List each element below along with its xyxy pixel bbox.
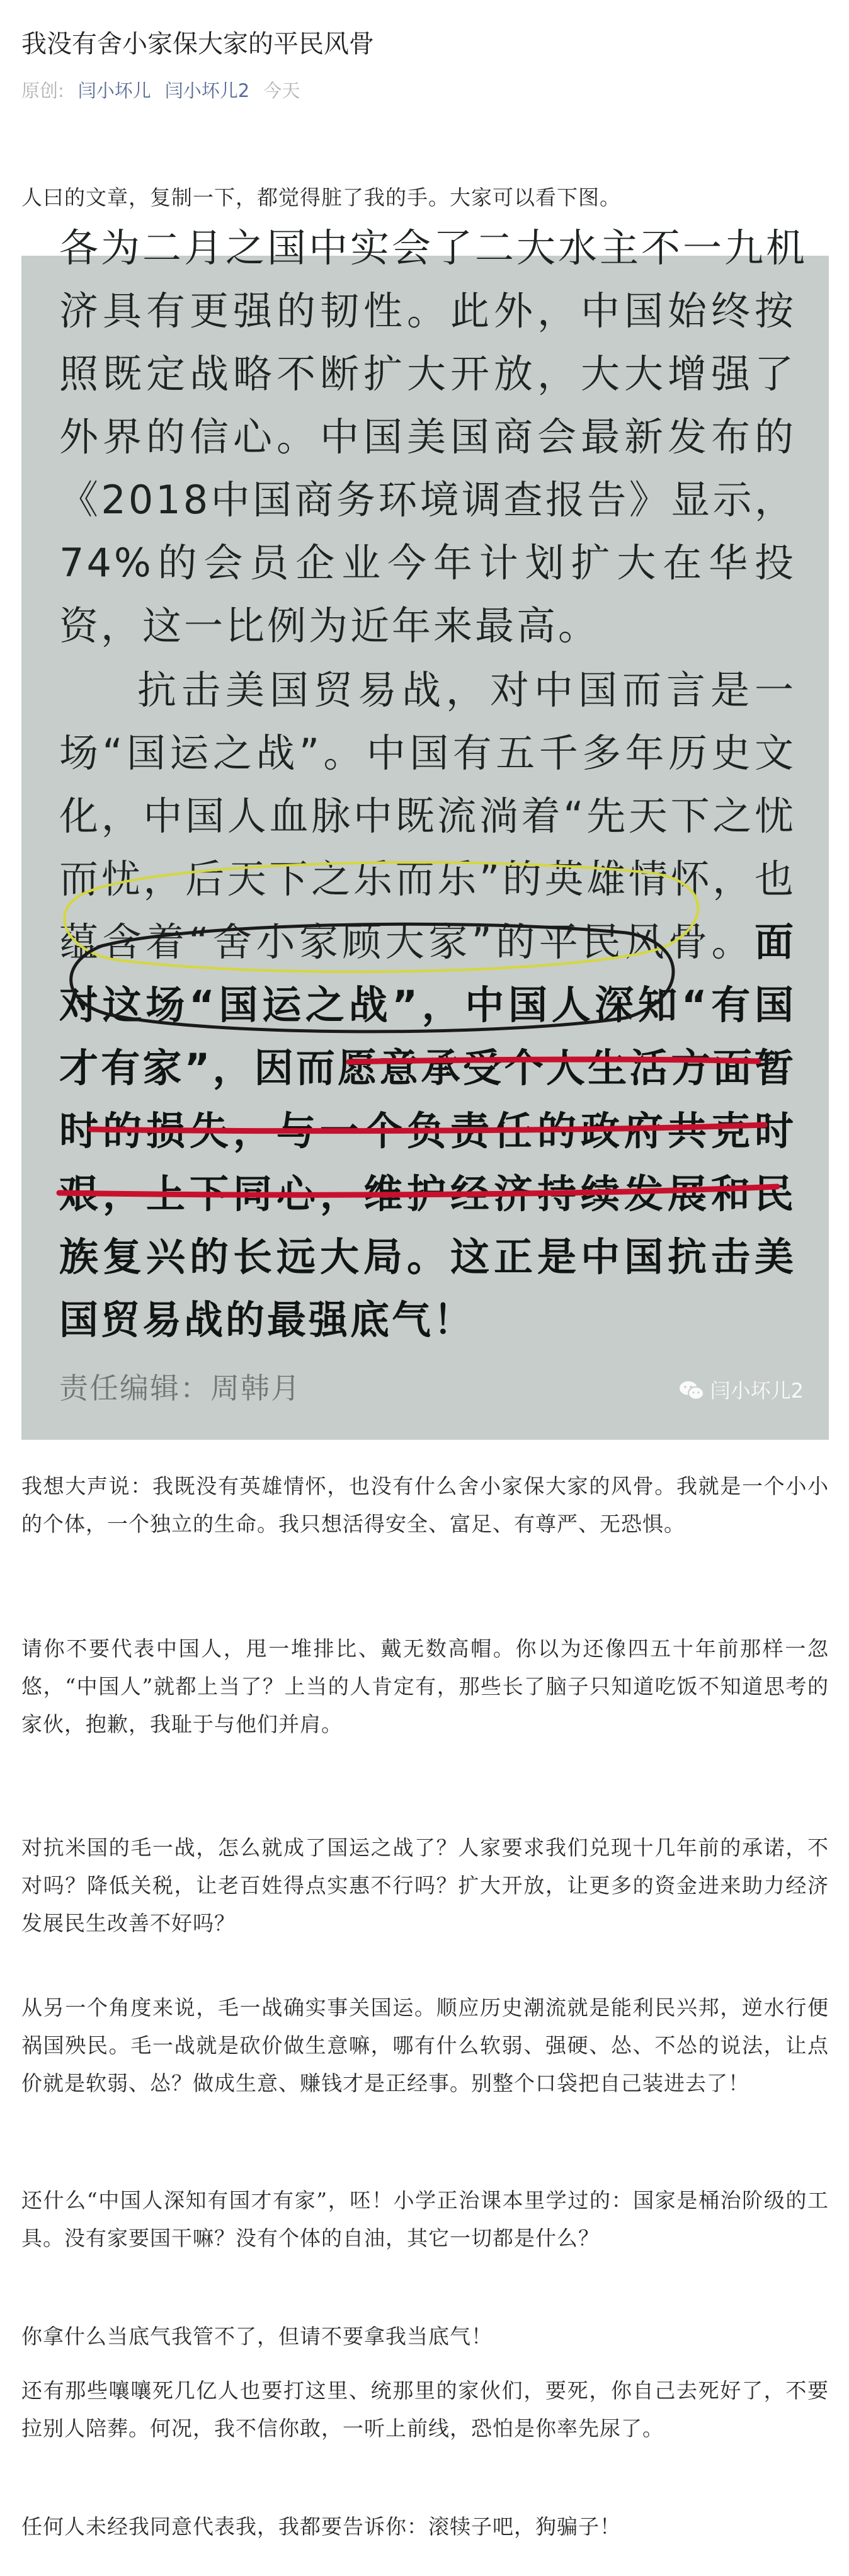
body-paragraph-8: 任何人未经我同意代表我，我都要告诉你：滚犊子吧，狗骗子！ <box>21 2514 621 2539</box>
clipping-paragraph-2-bold: 面对这场“国运之战”，中国人深知“有国才有家”，因而愿意承受个人生活方面暂时的损失，与一个负责任的政府共克时艰，上下同心，维护经济持续发展和民族复兴的长远大局。这正是中国抗击美国贸易战的最强底气！ <box>59 919 796 1343</box>
article-meta <box>21 78 300 103</box>
body-paragraph-2: 请你不要代表中国人，甩一堆排比、戴无数高帽。你以为还像四五十年前那样一忽悠，“中国人”就都上当了？上当的人肯定有，那些长了脑子只知道吃饭不知道思考的家伙，抱歉，我耻于与他们并肩。 <box>21 1636 829 1736</box>
responsible-editor: 责任编辑：周韩月 <box>59 1371 301 1405</box>
watermark <box>679 1378 804 1403</box>
body-paragraph-6: 你拿什么当底气我管不了，但请不要拿我当底气！ <box>21 2324 493 2349</box>
clipping-cut-line: 各为二月之国中实会了二大水主不一九机 <box>59 225 808 271</box>
original-label: 原创: <box>21 80 64 101</box>
article-title: 我没有舍小家保大家的平民风骨 <box>21 30 374 59</box>
body-paragraph-3: 对抗米国的毛一战，怎么就成了国运之战了？人家要求我们兑现十几年前的承诺，不对吗？降低关税，让老百姓得点实惠不行吗？扩大开放，让更多的资金进来助力经济发展民生改善不好吗？ <box>21 1835 829 1935</box>
body-paragraph-1: 我想大声说：我既没有英雄情怀，也没有什么舍小家保大家的风骨。我就是一个小小的个体，一个独立的生命。我只想活得安全、富足、有尊严、无恐惧。 <box>21 1474 829 1536</box>
wechat-icon <box>679 1380 704 1401</box>
author-link-2[interactable]: 闫小坏儿2 <box>164 80 250 101</box>
body-paragraph-4: 从另一个角度来说，毛一战确实事关国运。顺应历史潮流就是能利民兴邦，逆水行便祸国殃民。毛一战就是砍价做生意嘛，哪有什么软弱、强硬、怂、不怂的说法，让点价就是软弱、怂？做成生意、赚钱才是正经事。别整个口袋把自己装进去了！ <box>21 1995 829 2095</box>
body-paragraph-7: 还有那些嚷嚷死几亿人也要打这里、统那里的家伙们，要死，你自己去死好了，不要拉别人陪葬。何况，我不信你敢，一听上前线，恐怕是你率先尿了。 <box>21 2378 829 2441</box>
intro-paragraph: 人曰的文章，复制一下，都觉得脏了我的手。大家可以看下图。 <box>21 185 621 210</box>
watermark-text: 闫小坏儿2 <box>710 1379 804 1403</box>
body-paragraph-5: 还什么“中国人深知有国才有家”，呸！小学正治课本里学过的：国家是桶治阶级的工具。没有家要国干嘛？没有个体的自油，其它一切都是什么？ <box>21 2188 829 2250</box>
clipping-paragraph-2 <box>59 659 796 1352</box>
publish-date: 今天 <box>263 80 300 101</box>
author-link-1[interactable]: 闫小坏儿 <box>77 80 151 101</box>
clipping-paragraph-2-plain: 抗击美国贸易战，对中国而言是一场“国运之战”。中国有五千多年历史文化，中国人血脉中既流淌着“先天下之忧而忧，后天下之乐而乐”的英雄情怀，也蕴含着“舍小家顾大家”的平民风骨。 <box>59 667 796 965</box>
clipping-paragraph-1: 济具有更强的韧性。此外，中国始终按照既定战略不断扩大开放，大大增强了外界的信心。中国美国商会最新发布的《2018中国商务环境调查报告》显示，74%的会员企业今年计划扩大在华投资，这一比例为近年来最高。 <box>59 288 796 649</box>
news-clipping-image <box>21 225 829 1440</box>
